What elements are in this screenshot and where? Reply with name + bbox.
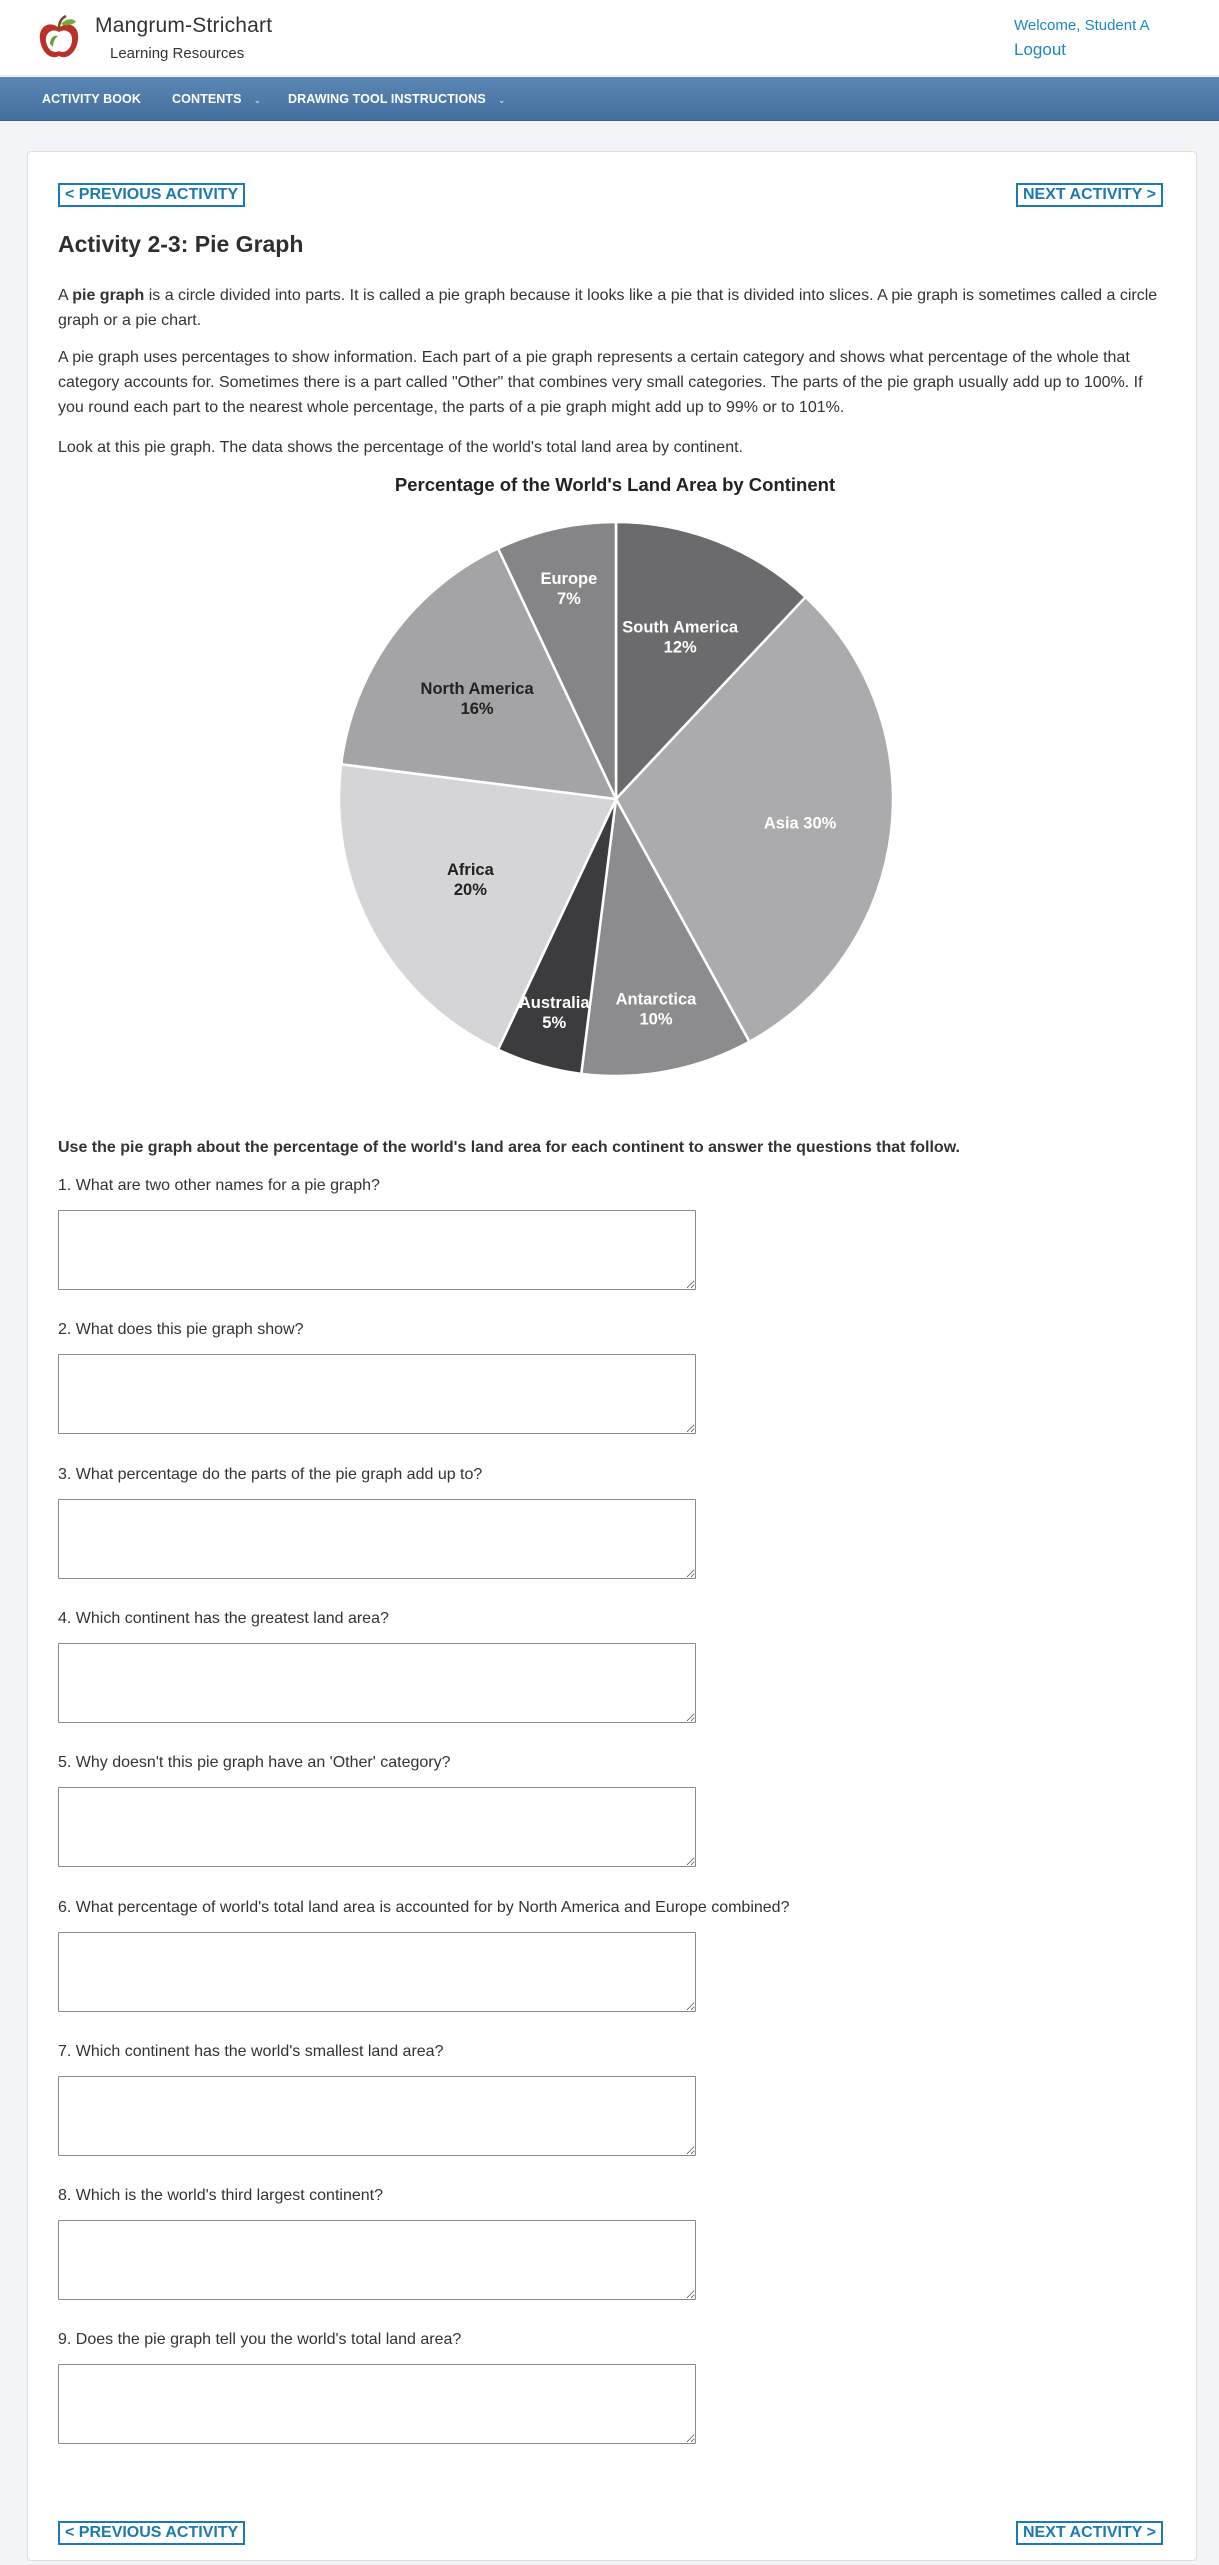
question-6-label: 6. What percentage of world's total land area is accounted for by North America and Europe combined? <box>58 1899 790 1916</box>
question-5-label: 5. Why doesn't this pie graph have an 'Other' category? <box>58 1754 451 1771</box>
questions-instructions: Use the pie graph about the percentage of the world's land area for each continent to answer the questions that follow. <box>58 1139 960 1156</box>
logout-link[interactable]: Logout <box>1014 40 1066 59</box>
nav-drawing-tool-label: DRAWING TOOL INSTRUCTIONS <box>288 92 486 106</box>
nav-drawing-tool-instructions[interactable] <box>288 77 506 121</box>
next-activity-button-bottom[interactable]: NEXT ACTIVITY > <box>1016 2521 1163 2545</box>
pie-label-south-america: South America 12% <box>622 618 739 657</box>
next-activity-button[interactable]: NEXT ACTIVITY > <box>1016 183 1163 207</box>
question-8-label: 8. Which is the world's third largest continent? <box>58 2187 383 2204</box>
question-2-answer-field[interactable] <box>58 1354 696 1434</box>
previous-activity-button[interactable]: < PREVIOUS ACTIVITY <box>58 183 245 207</box>
question-3-label: 3. What percentage do the parts of the pie graph add up to? <box>58 1466 483 1483</box>
chart-title: Percentage of the World's Land Area by Continent <box>394 474 836 495</box>
brand-subtitle: Learning Resources <box>110 45 245 62</box>
look-paragraph: Look at this pie graph. The data shows the percentage of the world's total land area by continent. <box>58 439 743 456</box>
main-nav <box>0 77 1219 121</box>
page-title: Activity 2-3: Pie Graph <box>58 231 304 257</box>
pie-label-africa: Africa 20% <box>447 861 494 900</box>
intro-prefix: A <box>58 287 73 304</box>
nav-activity-book[interactable] <box>42 77 141 121</box>
intro-bold-term: pie graph <box>72 287 145 304</box>
question-5-answer-field[interactable] <box>58 1787 696 1867</box>
nav-contents[interactable] <box>172 77 261 121</box>
explanation-paragraph: A pie graph uses percentages to show information. Each part of a pie graph represents a certain category and shows what percentage of the whole that category accounts for. Sometimes there is a part called "Other" that combines very small categories. The parts of the pie graph usually add up to 100%. If you round each part to the nearest whole percentage, the parts of a pie graph might add up to 99% or to 101%. <box>58 349 1143 416</box>
welcome-text: Welcome, Student A <box>1014 17 1150 34</box>
question-9-label: 9. Does the pie graph tell you the world's total land area? <box>58 2331 462 2348</box>
question-2-label: 2. What does this pie graph show? <box>58 1321 304 1338</box>
pie-label-north-america: North America 16% <box>420 680 534 719</box>
pie-label-asia: Asia 30% <box>763 814 837 833</box>
question-4-label: 4. Which continent has the greatest land area? <box>58 1610 389 1627</box>
question-9-answer-field[interactable] <box>58 2364 696 2444</box>
question-7-label: 7. Which continent has the world's smallest land area? <box>58 2043 444 2060</box>
intro-rest: is a circle divided into parts. It is called a pie graph because it looks like a pie that is divided into slices. A pie graph is sometimes called a circle graph or a pie chart. <box>58 287 1158 329</box>
nav-contents-label: CONTENTS <box>172 92 242 106</box>
intro-paragraph <box>58 283 1168 333</box>
pie-chart <box>330 470 910 1090</box>
chevron-down-icon: ⌄ <box>253 95 262 105</box>
question-3-answer-field[interactable] <box>58 1499 696 1579</box>
site-header <box>0 0 1219 76</box>
question-1-answer-field[interactable] <box>58 1210 696 1290</box>
question-1-label: 1. What are two other names for a pie graph? <box>58 1177 380 1194</box>
apple-logo-icon[interactable] <box>36 14 82 62</box>
question-8-answer-field[interactable] <box>58 2220 696 2300</box>
question-6-answer-field[interactable] <box>58 1932 696 2012</box>
pie-label-australia: Australia 5% <box>518 993 590 1032</box>
brand-name: Mangrum-Strichart <box>95 14 273 37</box>
pie-label-europe: Europe 7% <box>540 570 598 609</box>
nav-activity-book-label: ACTIVITY BOOK <box>42 92 141 106</box>
previous-activity-button-bottom[interactable]: < PREVIOUS ACTIVITY <box>58 2521 245 2545</box>
pie-label-antarctica: Antarctica 10% <box>615 990 697 1029</box>
question-4-answer-field[interactable] <box>58 1643 696 1723</box>
question-7-answer-field[interactable] <box>58 2076 696 2156</box>
chevron-down-icon: ⌄ <box>497 95 506 105</box>
pie-chart-svg <box>330 470 910 1090</box>
